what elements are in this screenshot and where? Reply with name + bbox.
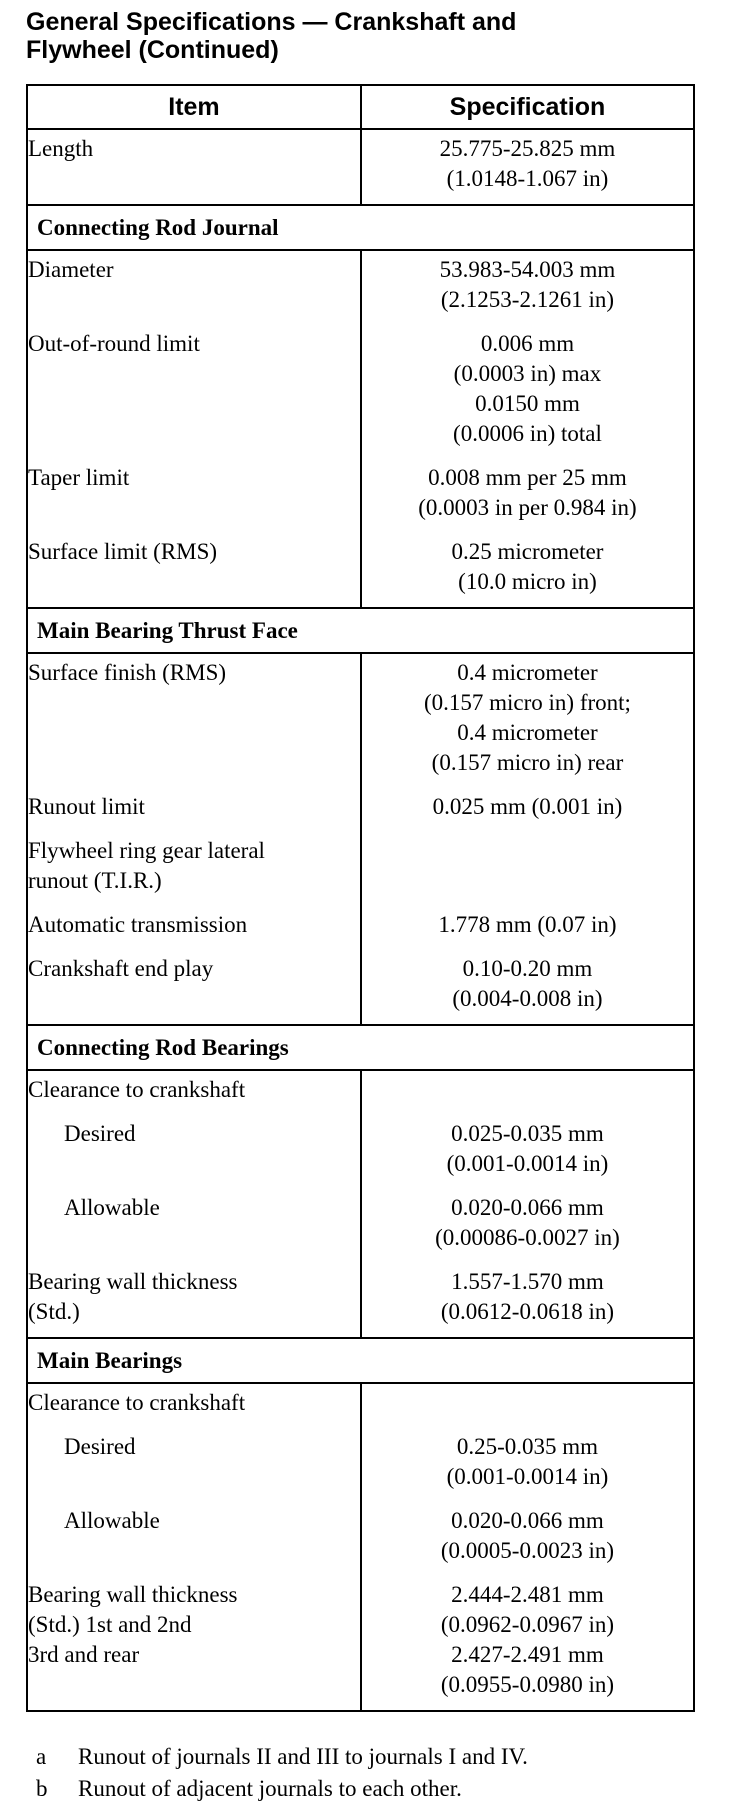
spec-line: (0.001-0.0014 in) — [446, 1464, 609, 1489]
row-item — [27, 1070, 361, 1105]
spec-line: 0.025-0.035 mm — [451, 1121, 604, 1146]
section-row-connecting-rod-bearings — [27, 1025, 694, 1070]
item-text: runout (T.I.R.) — [28, 868, 162, 893]
spec-line: 1.778 mm (0.07 in) — [438, 912, 617, 937]
footnote-label: a — [36, 1744, 47, 1769]
table-row — [27, 129, 694, 205]
table-row — [27, 1492, 694, 1566]
item-text: Flywheel ring gear lateral — [28, 838, 265, 863]
spec-line: (0.00086-0.0027 in) — [435, 1225, 620, 1250]
spec-line: (1.0148-1.067 in) — [446, 166, 609, 191]
section-title: Connecting Rod Bearings — [27, 1025, 694, 1070]
table-header-row — [27, 85, 694, 129]
row-spec — [361, 778, 694, 822]
item-text: Clearance to crankshaft — [28, 1390, 246, 1415]
spec-line: 0.10-0.20 mm — [462, 956, 593, 981]
title-line-2: Flywheel (Continued) — [26, 36, 279, 64]
spec-line: 0.020-0.066 mm — [451, 1508, 604, 1533]
table-row — [27, 449, 694, 523]
section-row-connecting-rod-journal — [27, 205, 694, 250]
table-row — [27, 1383, 694, 1418]
row-spec — [361, 1418, 694, 1492]
row-item — [27, 449, 361, 523]
item-text: Out-of-round limit — [28, 331, 200, 356]
item-text: Length — [28, 136, 94, 161]
row-item — [27, 940, 361, 1025]
row-spec — [361, 1105, 694, 1179]
footnotes — [36, 1741, 726, 1805]
spec-line: (0.0612-0.0618 in) — [440, 1299, 615, 1324]
table-row — [27, 778, 694, 822]
spec-line: (10.0 micro in) — [458, 569, 597, 594]
spec-line: (0.004-0.008 in) — [452, 986, 603, 1011]
item-text: Bearing wall thickness — [28, 1582, 238, 1607]
item-text: Allowable — [64, 1195, 160, 1220]
row-spec — [361, 1253, 694, 1338]
spec-line: 2.427-2.491 mm — [451, 1642, 604, 1667]
spec-line: 0.4 micrometer — [457, 660, 598, 685]
header-specification: Specification — [361, 85, 694, 129]
item-text: Crankshaft end play — [28, 956, 214, 981]
item-text: (Std.) — [28, 1299, 80, 1324]
header-item: Item — [27, 85, 361, 129]
item-text: Surface limit (RMS) — [28, 539, 218, 564]
item-text: Automatic transmission — [28, 912, 248, 937]
footnote-b — [36, 1773, 726, 1805]
row-spec — [361, 1070, 694, 1105]
section-row-main-bearing-thrust-face — [27, 608, 694, 653]
row-item — [27, 1179, 361, 1253]
item-text: (Std.) 1st and 2nd — [28, 1612, 192, 1637]
row-item — [27, 1492, 361, 1566]
page-title — [26, 8, 726, 64]
spec-line: 53.983-54.003 mm — [439, 257, 616, 282]
item-text: Surface finish (RMS) — [28, 660, 227, 685]
row-spec — [361, 1383, 694, 1418]
item-text: 3rd and rear — [28, 1642, 140, 1667]
row-spec — [361, 315, 694, 449]
footnote-text: Runout of adjacent journals to each other. — [78, 1776, 462, 1801]
spec-line: (0.001-0.0014 in) — [446, 1151, 609, 1176]
row-spec — [361, 896, 694, 940]
row-spec — [361, 1566, 694, 1711]
spec-line: 0.0150 mm — [475, 391, 580, 416]
spec-line: (0.157 micro in) rear — [431, 750, 624, 775]
section-title: Main Bearing Thrust Face — [27, 608, 694, 653]
table-row — [27, 1070, 694, 1105]
item-text: Desired — [64, 1434, 136, 1459]
item-text: Clearance to crankshaft — [28, 1077, 246, 1102]
spec-line: (0.0003 in) max — [453, 361, 602, 386]
spec-line: 0.25-0.035 mm — [456, 1434, 599, 1459]
spec-line: (0.0962-0.0967 in) — [440, 1612, 615, 1637]
row-spec — [361, 129, 694, 205]
section-title: Main Bearings — [27, 1338, 694, 1383]
table-row — [27, 315, 694, 449]
section-row-main-bearings — [27, 1338, 694, 1383]
row-item — [27, 1253, 361, 1338]
table-row — [27, 523, 694, 608]
row-item — [27, 778, 361, 822]
item-text: Bearing wall thickness — [28, 1269, 238, 1294]
table-row — [27, 250, 694, 315]
spec-line: (0.157 micro in) front; — [423, 690, 631, 715]
spec-line: (0.0955-0.0980 in) — [440, 1672, 615, 1697]
row-item — [27, 129, 361, 205]
spec-line: (0.0005-0.0023 in) — [440, 1538, 615, 1563]
row-item — [27, 1566, 361, 1711]
row-spec — [361, 449, 694, 523]
spec-line: 0.020-0.066 mm — [451, 1195, 604, 1220]
row-spec — [361, 1179, 694, 1253]
row-spec — [361, 1492, 694, 1566]
row-item — [27, 1383, 361, 1418]
specifications-table — [26, 84, 695, 1712]
row-item — [27, 822, 361, 896]
row-item — [27, 1105, 361, 1179]
spec-line: 2.444-2.481 mm — [451, 1582, 604, 1607]
spec-line: 0.25 micrometer — [451, 539, 604, 564]
item-text: Desired — [64, 1121, 136, 1146]
row-spec — [361, 940, 694, 1025]
row-item — [27, 523, 361, 608]
row-item — [27, 1418, 361, 1492]
spec-line: 25.775-25.825 mm — [439, 136, 616, 161]
spec-line: 0.025 mm (0.001 in) — [432, 794, 623, 819]
spec-line: 0.008 mm per 25 mm — [428, 465, 627, 490]
row-spec — [361, 523, 694, 608]
spec-line: (0.0006 in) total — [453, 421, 602, 446]
row-spec — [361, 250, 694, 315]
spec-line: (0.0003 in per 0.984 in) — [418, 495, 637, 520]
spec-line: 1.557-1.570 mm — [451, 1269, 604, 1294]
row-item — [27, 653, 361, 778]
spec-line: 0.006 mm — [480, 331, 575, 356]
table-row — [27, 822, 694, 896]
section-title: Connecting Rod Journal — [27, 205, 694, 250]
row-spec — [361, 822, 694, 896]
table-row — [27, 896, 694, 940]
title-line-1: General Specifications — Crankshaft and — [26, 8, 517, 36]
spec-line: (2.1253-2.1261 in) — [440, 287, 615, 312]
table-row — [27, 1105, 694, 1179]
table-row — [27, 940, 694, 1025]
footnote-a — [36, 1741, 726, 1773]
item-text: Taper limit — [28, 465, 130, 490]
table-row — [27, 1179, 694, 1253]
row-item — [27, 315, 361, 449]
item-text: Allowable — [64, 1508, 160, 1533]
row-item — [27, 896, 361, 940]
row-spec — [361, 653, 694, 778]
table-row — [27, 1253, 694, 1338]
table-row — [27, 1418, 694, 1492]
item-text: Diameter — [28, 257, 114, 282]
footnote-text: Runout of journals II and III to journals I and IV. — [78, 1744, 528, 1769]
item-text: Runout limit — [28, 794, 145, 819]
table-row — [27, 653, 694, 778]
spec-line: 0.4 micrometer — [457, 720, 598, 745]
footnote-label: b — [36, 1776, 48, 1801]
row-item — [27, 250, 361, 315]
table-row — [27, 1566, 694, 1711]
